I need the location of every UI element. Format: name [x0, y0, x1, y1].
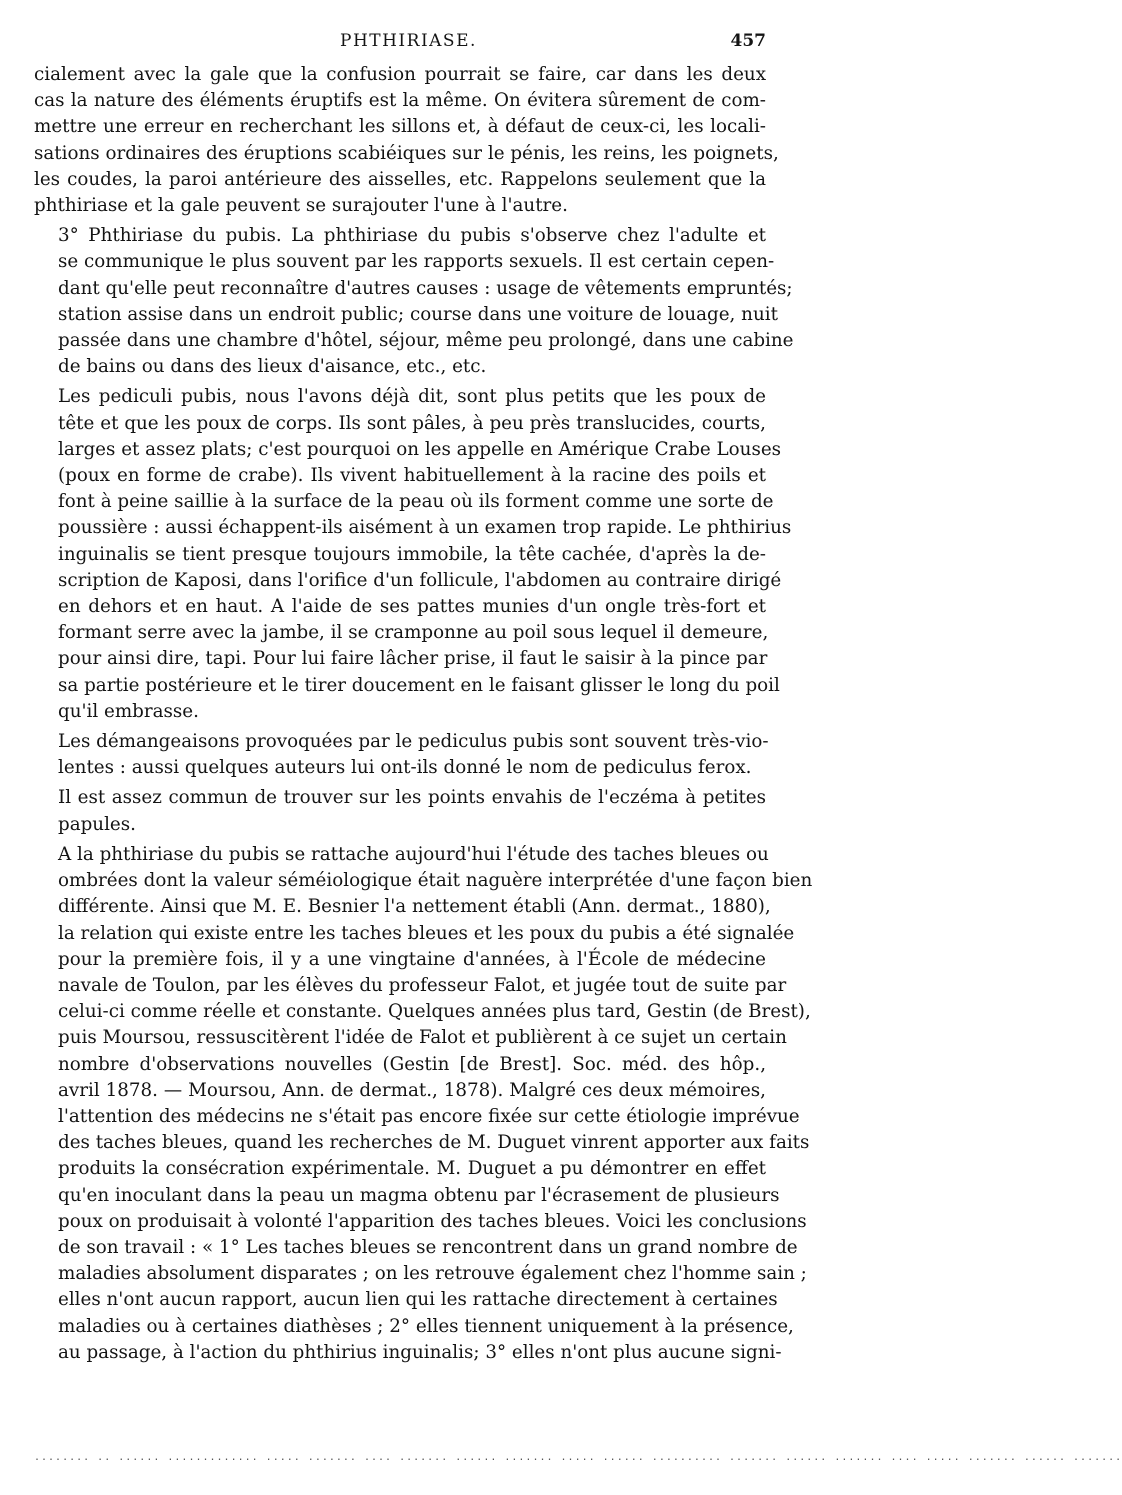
text-line: (poux en forme de crabe). Ils vivent habituellement à la racine des poils et [58, 465, 766, 487]
text-line: l'attention des médecins ne s'était pas encore fixée sur cette étiologie imprévue [58, 1105, 800, 1127]
page-header [0, 31, 800, 55]
text-line: celui-ci comme réelle et constante. Quelques années plus tard, Gestin (de Brest), [58, 1001, 811, 1023]
text-line: font à peine saillie à la surface de la peau où ils forment comme une sorte de [58, 491, 774, 513]
text-line: de bains ou dans des lieux d'aisance, etc., etc. [58, 356, 487, 378]
text-line: station assise dans un endroit public; course dans une voiture de louage, nuit [58, 303, 778, 325]
text-line: tête et que les poux de corps. Ils sont pâles, à peu près translucides, courts, [58, 412, 766, 434]
text-line: les coudes, la paroi antérieure des aisselles, etc. Rappelons seulement que la [34, 168, 766, 190]
text-line: produits la consécration expérimentale. M. Duguet a pu démontrer en effet [58, 1158, 766, 1180]
text-line: de son travail : « 1° Les taches bleues se rencontrent dans un grand nombre de [58, 1236, 798, 1258]
text-line: qu'en inoculant dans la peau un magma obtenu par l'écrasement de plusieurs [58, 1184, 780, 1206]
text-line: au passage, à l'action du phthirius inguinalis; 3° elles n'ont plus aucune signi- [58, 1341, 782, 1363]
text-line: sations ordinaires des éruptions scabiéiques sur le pénis, les reins, les poignets, [34, 142, 779, 164]
text-line: avril 1878. — Moursou, Ann. de dermat., 1878). Malgré ces deux mémoires, [58, 1079, 766, 1101]
body-text [34, 62, 813, 1370]
text-line: phthiriase et la gale peuvent se surajouter l'une à l'autre. [34, 195, 568, 217]
paragraph-pediculi-pubis [34, 384, 792, 725]
text-line: cas la nature des éléments éruptifs est la même. On évitera sûrement de com- [34, 90, 766, 112]
text-line: en dehors et en haut. A l'aide de ses pattes munies d'un ongle très-fort et [58, 596, 766, 618]
text-line: A la phthiriase du pubis se rattache aujourd'hui l'étude des taches bleues ou [58, 843, 769, 865]
text-line: scription de Kaposi, dans l'orifice d'un follicule, l'abdomen au contraire dirigé [58, 569, 782, 591]
paragraph-eczema [34, 785, 766, 837]
text-line: sa partie postérieure et le tirer doucement en le faisant glisser le long du poil [58, 674, 780, 696]
text-line: Les pediculi pubis, nous l'avons déjà dit, sont plus petits que les poux de [58, 386, 766, 408]
text-line: pour ainsi dire, tapi. Pour lui faire lâcher prise, il faut le saisir à la pince par [58, 648, 768, 670]
footer-dotted-rule: ........ .. ...... ............. ..... ....... .... ....... ...... ....... ..... ...... .......... ....... ...... ....... .... ..... ....... ...... ....... [34, 1452, 1122, 1463]
text-line: larges et assez plats; c'est pourquoi on les appelle en Amérique Crabe Louses [58, 438, 782, 460]
paragraph-taches-bleues [34, 842, 813, 1366]
text-line: passée dans une chambre d'hôtel, séjour, même peu prolongé, dans une cabine [58, 330, 794, 352]
text-line: formant serre avec la jambe, il se cramponne au poil sous lequel il demeure, [58, 622, 769, 644]
text-line: se communique le plus souvent par les rapports sexuels. Il est certain cepen- [58, 251, 775, 273]
page-number: 457 [730, 31, 766, 51]
text-line: dant qu'elle peut reconnaître d'autres causes : usage de vêtements empruntés; [58, 277, 793, 299]
paragraph-demangeaisons [34, 729, 769, 781]
text-line: poussière : aussi échappent-ils aisément à un examen trop rapide. Le phthirius [58, 517, 792, 539]
text-line: poux on produisait à volonté l'apparition des taches bleues. Voici les conclusions [58, 1210, 807, 1232]
text-line: papules. [58, 813, 136, 835]
text-line: cialement avec la gale que la confusion pourrait se faire, car dans les deux [34, 64, 766, 85]
text-line: 3° Phthiriase du pubis. La phthiriase du pubis s'observe chez l'adulte et [58, 225, 766, 247]
text-line: puis Moursou, ressuscitèrent l'idée de Falot et publièrent à ce sujet un certain [58, 1027, 787, 1049]
text-line: nombre d'observations nouvelles (Gestin [de Brest]. Soc. méd. des hôp., [58, 1053, 766, 1075]
paragraph-phthiriase-du-pubis [34, 223, 794, 380]
text-line: maladies absolument disparates ; on les retrouve également chez l'homme sain ; [58, 1263, 807, 1285]
text-line: mettre une erreur en recherchant les sillons et, à défaut de ceux-ci, les locali- [34, 116, 766, 138]
text-line: la relation qui existe entre les taches bleues et les poux du pubis a été signalée [58, 922, 795, 944]
text-line: Il est assez commun de trouver sur les points envahis de l'eczéma à petites [58, 787, 766, 809]
text-line: différente. Ainsi que M. E. Besnier l'a nettement établi (Ann. dermat., 1880), [58, 896, 771, 918]
running-title: PHTHIRIASE. [340, 31, 477, 51]
text-line: lentes : aussi quelques auteurs lui ont-ils donné le nom de pediculus ferox. [58, 757, 752, 779]
text-line: Les démangeaisons provoquées par le pediculus pubis sont souvent très-vio- [58, 731, 769, 753]
text-line: elles n'ont aucun rapport, aucun lien qui les rattache directement à certaines [58, 1289, 778, 1311]
text-line: qu'il embrasse. [58, 700, 199, 722]
text-line: navale de Toulon, par les élèves du professeur Falot, et jugée tout de suite par [58, 974, 787, 996]
text-line: inguinalis se tient presque toujours immobile, la tête cachée, d'après la de- [58, 543, 766, 565]
paragraph-continuation [34, 62, 779, 219]
text-line: pour la première fois, il y a une vingtaine d'années, à l'École de médecine [58, 948, 766, 970]
text-line: ombrées dont la valeur séméiologique était naguère interprétée d'une façon bien [58, 870, 813, 892]
text-line: maladies ou à certaines diathèses ; 2° elles tiennent uniquement à la présence, [58, 1315, 794, 1337]
text-line: des taches bleues, quand les recherches de M. Duguet vinrent apporter aux faits [58, 1132, 810, 1154]
